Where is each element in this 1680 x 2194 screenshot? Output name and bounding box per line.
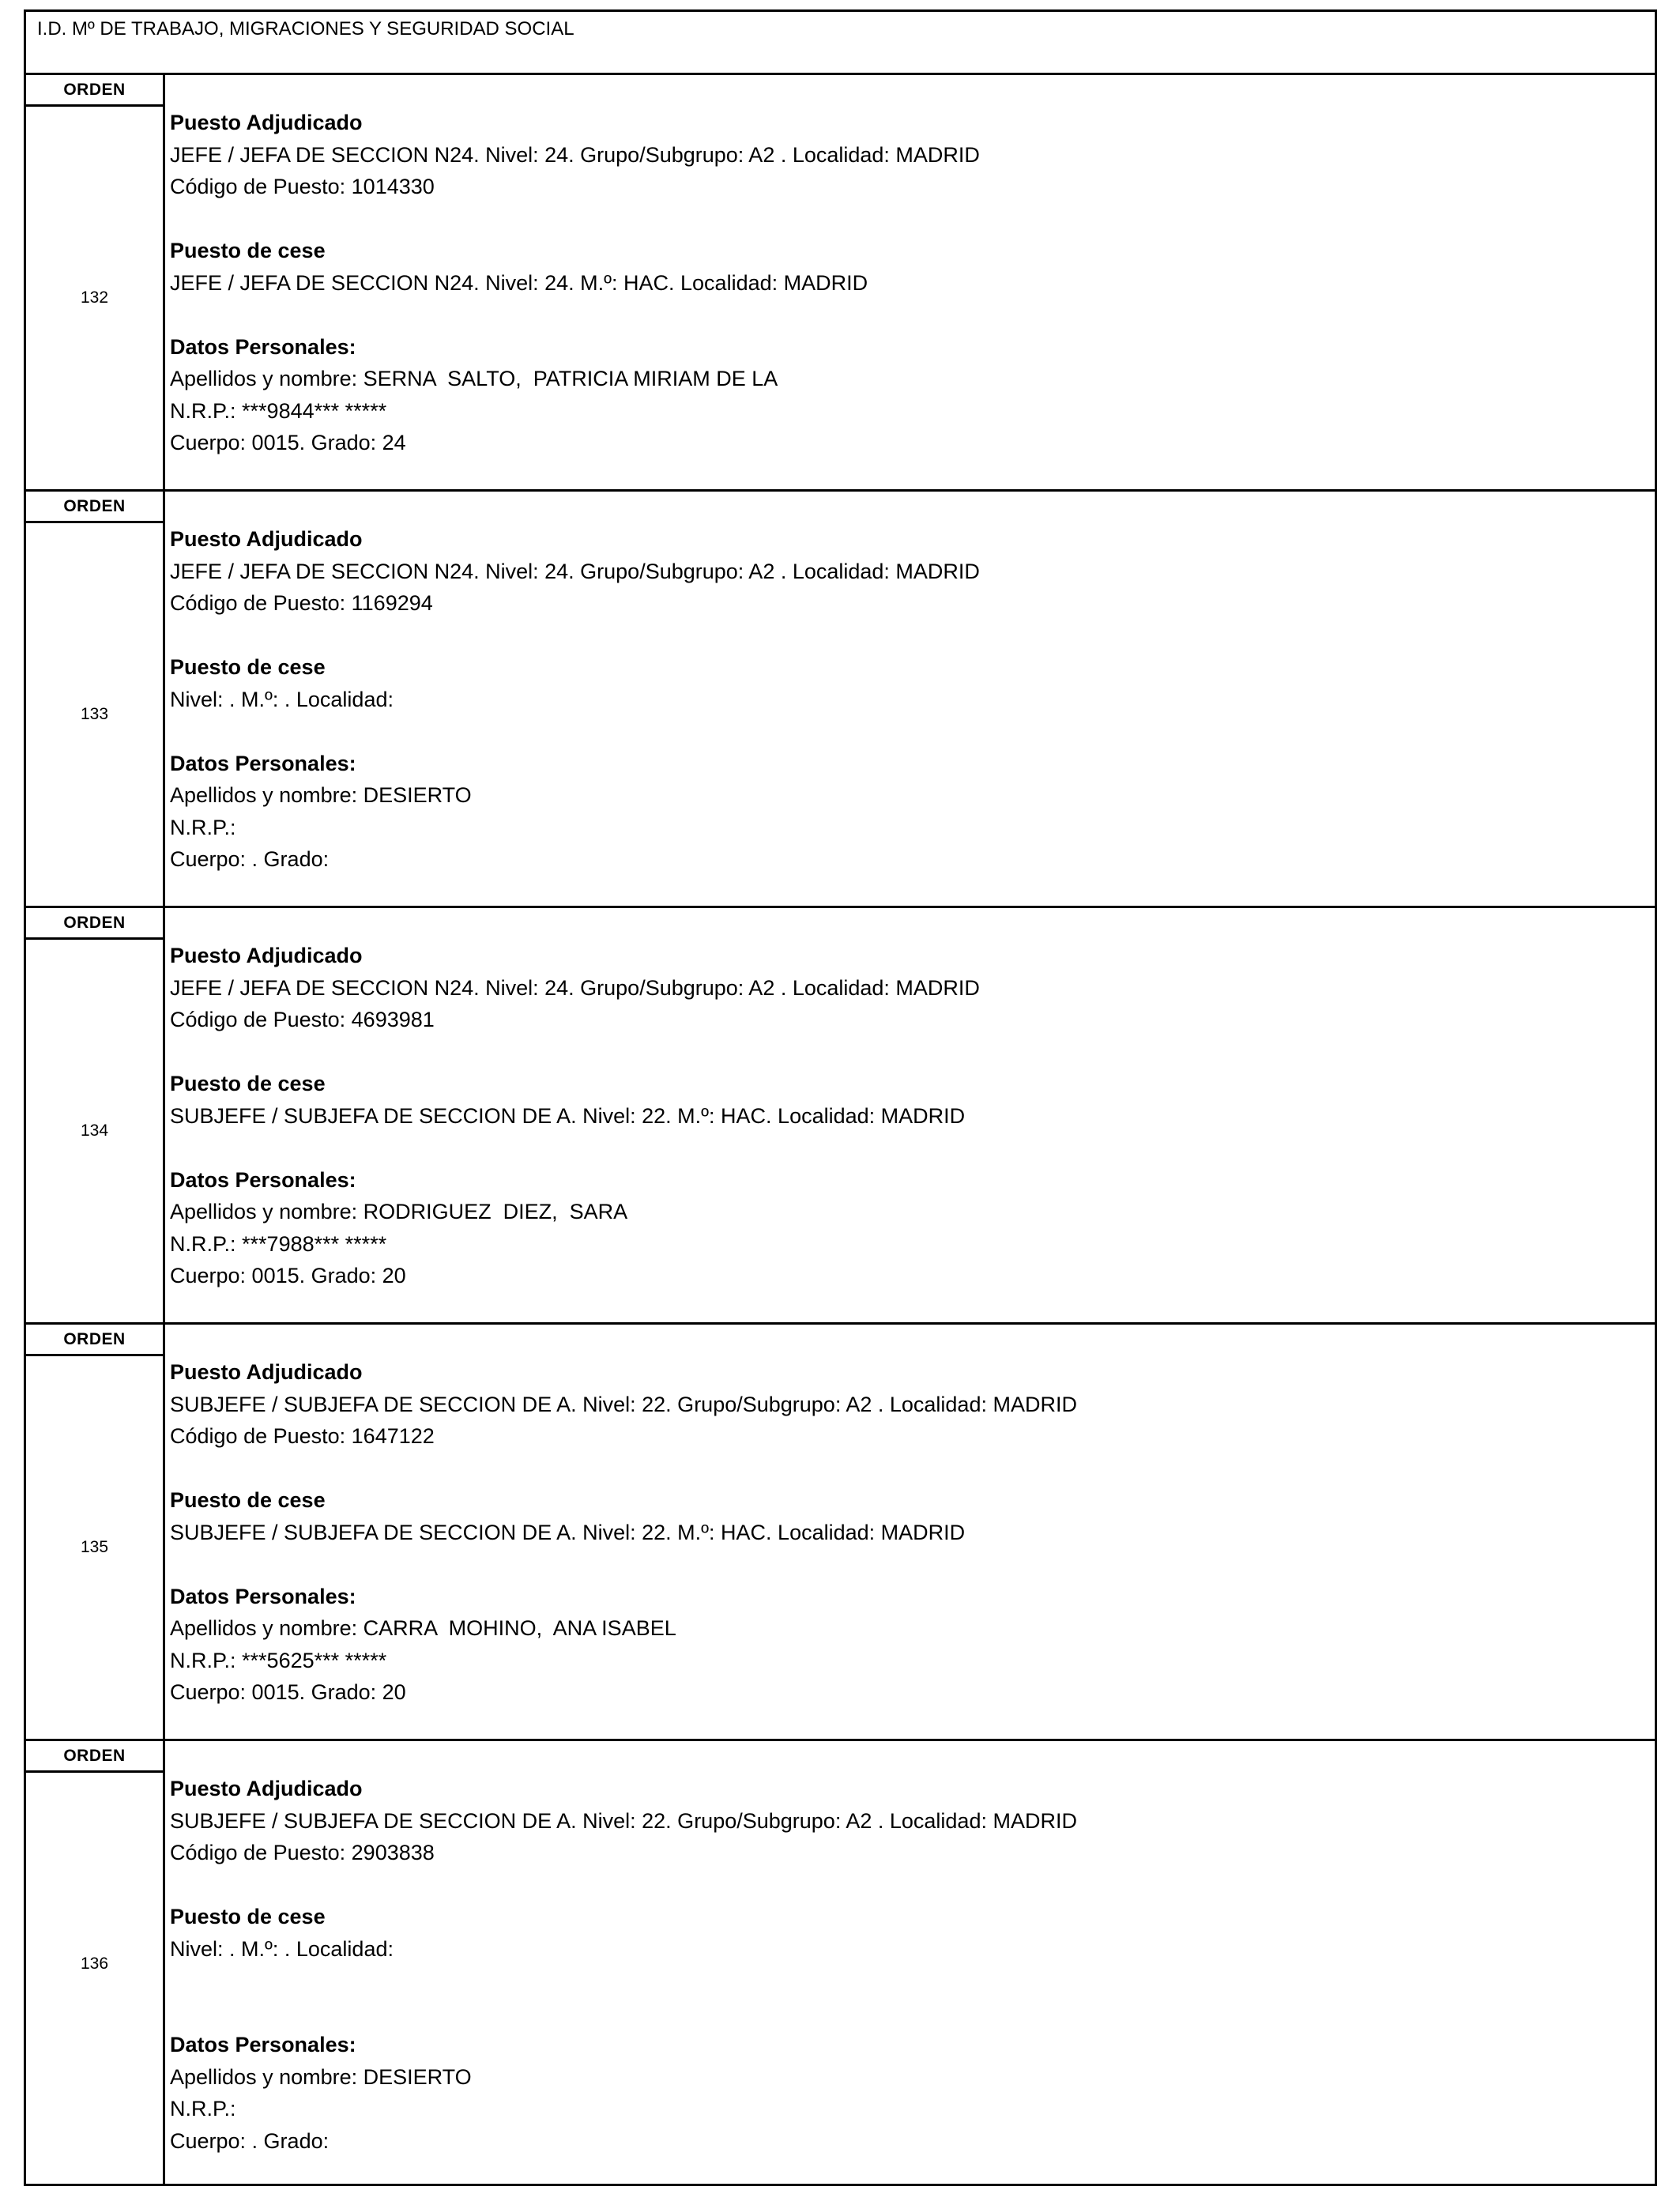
order-number: 136: [80, 1955, 109, 1973]
order-number: 135: [80, 1538, 109, 1556]
datos-personales-heading: Datos Personales:: [170, 2033, 356, 2056]
puesto-cese-text: Nivel: . M.º: . Localidad:: [170, 1936, 394, 1961]
puesto-cese-heading: Puesto de cese: [170, 1072, 326, 1095]
order-label: ORDEN: [26, 492, 163, 523]
cuerpo-grado: Cuerpo: 0015. Grado: 24: [170, 431, 406, 454]
order-label: ORDEN: [26, 75, 163, 107]
puesto-adjudicado-text: JEFE / JEFA DE SECCION N24. Nivel: 24. Grupo/Subgrupo: A2 . Localidad: MADRID: [170, 142, 980, 167]
record-content: [170, 940, 1647, 1292]
puesto-cese-text: SUBJEFE / SUBJEFA DE SECCION DE A. Nivel: 22. M.º: HAC. Localidad: MADRID: [170, 1520, 966, 1544]
record-content: [170, 1773, 1647, 2157]
nrp: N.R.P.: ***9844*** *****: [170, 398, 387, 423]
datos-personales-heading: Datos Personales:: [170, 751, 356, 775]
datos-personales-heading: Datos Personales:: [170, 1584, 356, 1608]
record-132: [26, 75, 1655, 492]
datos-personales-heading: Datos Personales:: [170, 334, 356, 359]
puesto-adjudicado-heading: Puesto Adjudicado: [170, 1777, 363, 1800]
order-label: ORDEN: [26, 1325, 163, 1356]
codigo-puesto: Código de Puesto: 1169294: [170, 591, 433, 615]
order-number: 132: [80, 288, 109, 307]
order-number: 134: [80, 1122, 109, 1140]
codigo-puesto: Código de Puesto: 4693981: [170, 1008, 435, 1031]
record-134: [26, 908, 1655, 1325]
nrp: N.R.P.:: [170, 815, 236, 839]
order-column: [26, 1325, 165, 1739]
puesto-adjudicado-text: SUBJEFE / SUBJEFA DE SECCION DE A. Nivel: 22. Grupo/Subgrupo: A2 . Localidad: MADRID: [170, 1392, 1077, 1416]
puesto-cese-heading: Puesto de cese: [170, 1488, 326, 1512]
record-content: [170, 107, 1647, 459]
apellidos-nombre: Apellidos y nombre: DESIERTO: [170, 2064, 472, 2089]
apellidos-nombre: Apellidos y nombre: CARRA MOHINO, ANA ISABEL: [170, 1616, 676, 1640]
apellidos-nombre: Apellidos y nombre: SERNA SALTO, PATRICIA MIRIAM DE LA: [170, 367, 778, 390]
cuerpo-grado: Cuerpo: 0015. Grado: 20: [170, 1264, 406, 1287]
order-column: [26, 492, 165, 906]
record-133: [26, 492, 1655, 908]
order-column: [26, 75, 165, 489]
puesto-adjudicado-heading: Puesto Adjudicado: [170, 111, 363, 134]
cuerpo-grado: Cuerpo: . Grado:: [170, 2128, 330, 2153]
codigo-puesto: Código de Puesto: 1014330: [170, 175, 435, 198]
nrp: N.R.P.: ***7988*** *****: [170, 1231, 387, 1256]
record-content: [170, 1356, 1647, 1709]
order-column: [26, 908, 165, 1322]
puesto-cese-heading: Puesto de cese: [170, 239, 326, 262]
order-label: ORDEN: [26, 1741, 163, 1773]
ministry-header: I.D. Mº DE TRABAJO, MIGRACIONES Y SEGURIDAD SOCIAL: [26, 12, 1655, 75]
nrp: N.R.P.:: [170, 2097, 236, 2120]
apellidos-nombre: Apellidos y nombre: RODRIGUEZ DIEZ, SARA: [170, 1200, 628, 1223]
puesto-cese-heading: Puesto de cese: [170, 655, 326, 679]
order-column: [26, 1741, 165, 2184]
nrp: N.R.P.: ***5625*** *****: [170, 1648, 387, 1672]
puesto-adjudicado-heading: Puesto Adjudicado: [170, 527, 363, 551]
order-label: ORDEN: [26, 908, 163, 940]
puesto-adjudicado-text: JEFE / JEFA DE SECCION N24. Nivel: 24. Grupo/Subgrupo: A2 . Localidad: MADRID: [170, 559, 980, 583]
order-number: 133: [80, 705, 109, 723]
record-content: [170, 523, 1647, 876]
datos-personales-heading: Datos Personales:: [170, 1167, 356, 1192]
puesto-adjudicado-heading: Puesto Adjudicado: [170, 1360, 363, 1384]
puesto-cese-text: JEFE / JEFA DE SECCION N24. Nivel: 24. M.º: HAC. Localidad: MADRID: [170, 270, 868, 295]
record-135: [26, 1325, 1655, 1741]
codigo-puesto: Código de Puesto: 2903838: [170, 1841, 435, 1864]
apellidos-nombre: Apellidos y nombre: DESIERTO: [170, 783, 472, 807]
puesto-adjudicado-text: SUBJEFE / SUBJEFA DE SECCION DE A. Nivel: 22. Grupo/Subgrupo: A2 . Localidad: MADRID: [170, 1808, 1077, 1833]
cuerpo-grado: Cuerpo: . Grado:: [170, 847, 330, 871]
puesto-cese-text: SUBJEFE / SUBJEFA DE SECCION DE A. Nivel: 22. M.º: HAC. Localidad: MADRID: [170, 1103, 966, 1128]
record-136: [26, 1741, 1655, 2184]
puesto-cese-heading: Puesto de cese: [170, 1905, 326, 1928]
puesto-adjudicado-text: JEFE / JEFA DE SECCION N24. Nivel: 24. Grupo/Subgrupo: A2 . Localidad: MADRID: [170, 975, 980, 1000]
codigo-puesto: Código de Puesto: 1647122: [170, 1424, 435, 1448]
puesto-cese-text: Nivel: . M.º: . Localidad:: [170, 687, 394, 711]
puesto-adjudicado-heading: Puesto Adjudicado: [170, 944, 363, 967]
cuerpo-grado: Cuerpo: 0015. Grado: 20: [170, 1680, 406, 1704]
document-page: [24, 9, 1657, 2186]
